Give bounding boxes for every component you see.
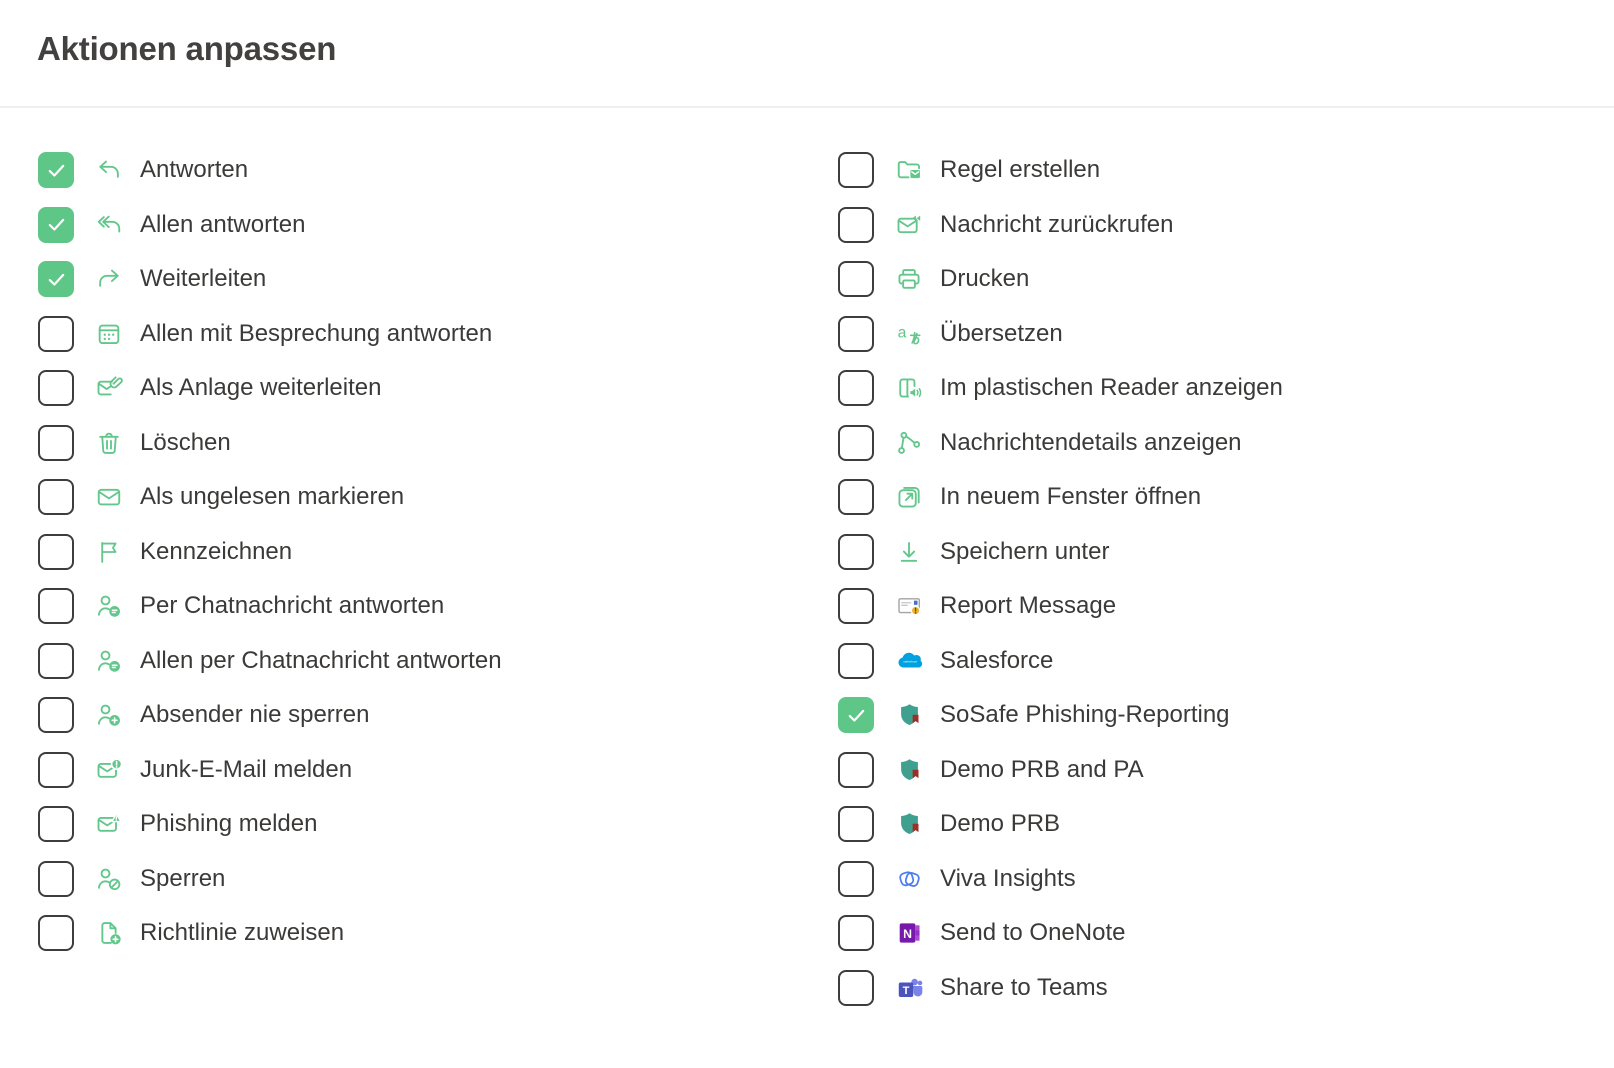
checkbox-bersetzen[interactable] xyxy=(838,316,874,352)
action-row-allen-antworten xyxy=(38,207,838,243)
action-row-salesforce xyxy=(838,643,1283,679)
action-label: Allen antworten xyxy=(140,210,306,238)
actions-column-right xyxy=(838,152,1283,1006)
action-label: Speichern unter xyxy=(940,537,1110,565)
flag-icon xyxy=(94,537,124,567)
checkbox-allen-mit-besprechung-antworten[interactable] xyxy=(38,316,74,352)
checkbox-als-ungelesen-markieren[interactable] xyxy=(38,479,74,515)
svg-text:N: N xyxy=(902,926,912,941)
action-label: Absender nie sperren xyxy=(140,701,370,728)
action-row-regel-erstellen xyxy=(838,152,1283,188)
action-row-l-schen xyxy=(38,425,838,461)
action-label: Sperren xyxy=(140,864,226,892)
action-row-allen-per-chatnachricht-antworten xyxy=(38,643,838,679)
checkbox-per-chatnachricht-antworten[interactable] xyxy=(38,588,74,624)
save-as-icon xyxy=(894,537,924,567)
action-row-allen-mit-besprechung-antworten xyxy=(38,316,838,352)
svg-text:salesforce: salesforce xyxy=(902,659,917,664)
action-row-kennzeichnen xyxy=(38,534,838,570)
checkbox-allen-per-chatnachricht-antworten[interactable] xyxy=(38,643,74,679)
action-row-demo-prb-and-pa xyxy=(838,752,1283,788)
checkbox-als-anlage-weiterleiten[interactable] xyxy=(38,370,74,406)
checkbox-absender-nie-sperren[interactable] xyxy=(38,697,74,733)
action-label: Demo PRB xyxy=(940,810,1061,837)
mail-attach-icon xyxy=(94,373,124,403)
checkbox-phishing-melden[interactable] xyxy=(38,806,74,842)
action-row-als-ungelesen-markieren xyxy=(38,479,838,515)
clipboard-add-icon xyxy=(94,918,124,948)
action-label: Übersetzen xyxy=(940,319,1063,347)
checkbox-in-neuem-fenster-ffnen[interactable] xyxy=(838,479,874,515)
sosafe-shield-icon xyxy=(894,809,924,839)
action-row-send-to-onenote xyxy=(838,915,1283,951)
checkbox-antworten[interactable] xyxy=(38,152,74,188)
actions-column-left xyxy=(38,152,838,1006)
actions-panel xyxy=(0,108,1614,1006)
onenote-icon xyxy=(894,918,924,948)
action-label: Weiterleiten xyxy=(140,265,267,292)
page-title: Aktionen anpassen xyxy=(37,30,337,67)
svg-text:T: T xyxy=(902,984,909,997)
action-row-report-message xyxy=(838,588,1283,624)
action-row-absender-nie-sperren xyxy=(38,697,838,733)
viva-insights-icon xyxy=(894,864,924,894)
action-row-viva-insights xyxy=(838,861,1283,897)
action-row-im-plastischen-reader-anzeigen xyxy=(838,370,1283,406)
checkbox-junk-e-mail-melden[interactable] xyxy=(38,752,74,788)
svg-text:a: a xyxy=(897,324,907,342)
action-label: Als Anlage weiterleiten xyxy=(140,374,382,401)
calendar-reply-icon xyxy=(94,319,124,349)
action-label: Per Chatnachricht antworten xyxy=(140,592,445,619)
action-row-speichern-unter xyxy=(838,534,1283,570)
checkbox-drucken[interactable] xyxy=(838,261,874,297)
checkbox-speichern-unter[interactable] xyxy=(838,534,874,570)
action-row-nachricht-zur-ckrufen xyxy=(838,207,1283,243)
checkbox-report-message[interactable] xyxy=(838,588,874,624)
action-label: Regel erstellen xyxy=(940,156,1101,183)
action-label: Allen per Chatnachricht antworten xyxy=(140,646,502,674)
action-label: In neuem Fenster öffnen xyxy=(940,483,1202,510)
action-label: Share to Teams xyxy=(940,973,1108,1001)
checkbox-regel-erstellen[interactable] xyxy=(838,152,874,188)
action-row-in-neuem-fenster-ffnen xyxy=(838,479,1283,515)
mail-unread-icon xyxy=(94,482,124,512)
checkbox-nachricht-zur-ckrufen[interactable] xyxy=(838,207,874,243)
checkbox-send-to-onenote[interactable] xyxy=(838,915,874,951)
checkbox-nachrichtendetails-anzeigen[interactable] xyxy=(838,425,874,461)
action-row-junk-e-mail-melden xyxy=(38,752,838,788)
action-label: Drucken xyxy=(940,265,1030,292)
open-new-window-icon xyxy=(894,482,924,512)
action-label: Nachrichtendetails anzeigen xyxy=(940,428,1242,456)
translate-icon xyxy=(894,319,924,349)
action-row-bersetzen xyxy=(838,316,1283,352)
sosafe-shield-icon xyxy=(894,700,924,730)
person-block-icon xyxy=(94,864,124,894)
action-label: SoSafe Phishing-Reporting xyxy=(940,701,1230,728)
checkbox-salesforce[interactable] xyxy=(838,643,874,679)
salesforce-icon xyxy=(894,646,924,676)
action-label: Antworten xyxy=(140,156,249,183)
reply-icon xyxy=(94,155,124,185)
action-row-phishing-melden xyxy=(38,806,838,842)
action-label: Send to OneNote xyxy=(940,919,1126,946)
checkbox-l-schen[interactable] xyxy=(38,425,74,461)
person-chat-icon xyxy=(94,646,124,676)
action-row-demo-prb xyxy=(838,806,1283,842)
sosafe-shield-icon xyxy=(894,755,924,785)
checkbox-richtlinie-zuweisen[interactable] xyxy=(38,915,74,951)
action-row-richtlinie-zuweisen xyxy=(38,915,838,951)
teams-icon xyxy=(894,973,924,1003)
delete-icon xyxy=(94,428,124,458)
action-row-per-chatnachricht-antworten xyxy=(38,588,838,624)
action-label: Kennzeichnen xyxy=(140,537,293,565)
forward-icon xyxy=(94,264,124,294)
folder-mail-icon xyxy=(894,155,924,185)
action-row-weiterleiten xyxy=(38,261,838,297)
person-add-icon xyxy=(94,700,124,730)
mail-phishing-icon xyxy=(94,809,124,839)
action-row-sperren xyxy=(38,861,838,897)
checkbox-sosafe-phishing-reporting[interactable] xyxy=(838,697,874,733)
action-row-nachrichtendetails-anzeigen xyxy=(838,425,1283,461)
action-row-als-anlage-weiterleiten xyxy=(38,370,838,406)
checkbox-demo-prb[interactable] xyxy=(838,806,874,842)
action-label: Demo PRB and PA xyxy=(940,755,1144,783)
checkbox-viva-insights[interactable] xyxy=(838,861,874,897)
action-label: Löschen xyxy=(140,428,231,456)
report-message-icon xyxy=(894,591,924,621)
checkbox-demo-prb-and-pa[interactable] xyxy=(838,752,874,788)
action-row-share-to-teams xyxy=(838,970,1283,1006)
checkbox-sperren[interactable] xyxy=(38,861,74,897)
checkbox-share-to-teams[interactable] xyxy=(838,970,874,1006)
checkbox-kennzeichnen[interactable] xyxy=(38,534,74,570)
person-chat-icon xyxy=(94,591,124,621)
action-label: Im plastischen Reader anzeigen xyxy=(940,374,1283,401)
action-label: Richtlinie zuweisen xyxy=(140,919,345,946)
reply-all-icon xyxy=(94,210,124,240)
checkbox-weiterleiten[interactable] xyxy=(38,261,74,297)
action-label: Als ungelesen markieren xyxy=(140,483,405,510)
mail-recall-icon xyxy=(894,210,924,240)
mail-junk-icon xyxy=(94,755,124,785)
action-label: Salesforce xyxy=(940,646,1054,674)
action-label: Report Message xyxy=(940,592,1117,619)
print-icon xyxy=(894,264,924,294)
action-label: Junk-E-Mail melden xyxy=(140,755,353,783)
checkbox-im-plastischen-reader-anzeigen[interactable] xyxy=(838,370,874,406)
checkbox-allen-antworten[interactable] xyxy=(38,207,74,243)
action-label: Phishing melden xyxy=(140,810,318,837)
action-row-sosafe-phishing-reporting xyxy=(838,697,1283,733)
immersive-reader-icon xyxy=(894,373,924,403)
action-label: Nachricht zurückrufen xyxy=(940,210,1174,238)
action-row-drucken xyxy=(838,261,1283,297)
action-label: Viva Insights xyxy=(940,864,1076,892)
action-label: Allen mit Besprechung antworten xyxy=(140,319,493,347)
page-header xyxy=(0,0,1614,108)
message-details-icon xyxy=(894,428,924,458)
action-row-antworten xyxy=(38,152,838,188)
